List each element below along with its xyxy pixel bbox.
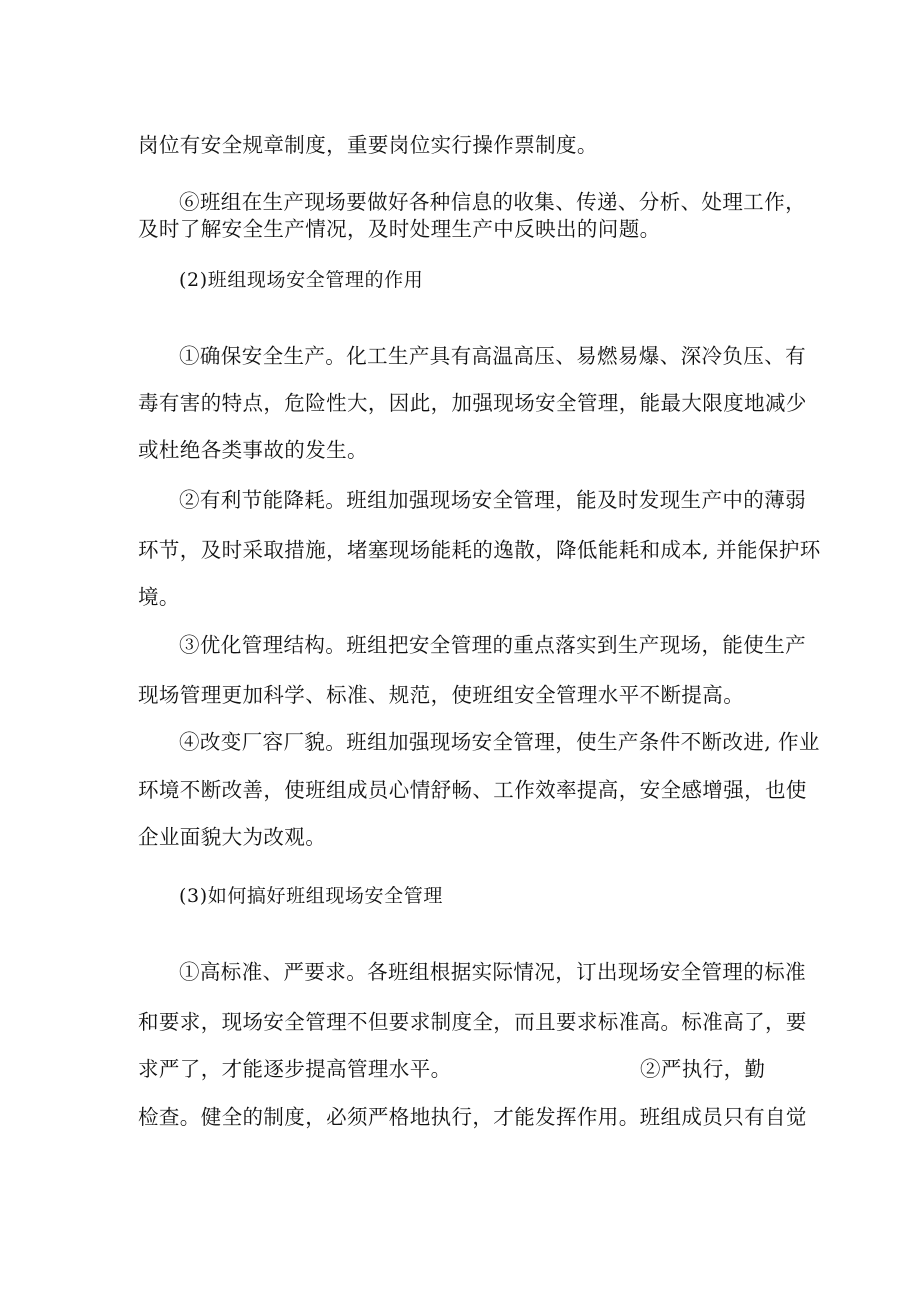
paragraph-line: ③优化管理结构。班组把安全管理的重点落实到生产现场，能使生产 [179, 633, 806, 657]
paragraph-line-text: 求严了，才能逐步提高管理水平。 [138, 1057, 452, 1081]
paragraph-line: 检查。健全的制度，必须严格地执行，才能发挥作用。班组成员只有自觉 [138, 1105, 807, 1129]
paragraph-line: ②有利节能降耗。班组加强现场安全管理，能及时发现生产中的薄弱 [179, 488, 806, 512]
paragraph-line: ④改变厂容厂貌。班组加强现场安全管理，使生产条件不断改进, 作业 [179, 730, 820, 754]
section-heading: (2)班组现场安全管理的作用 [179, 269, 424, 291]
section-heading: (3)如何搞好班组现场安全管理 [179, 885, 443, 907]
paragraph-line: 环节，及时采取措施，堵塞现场能耗的逸散，降低能耗和成本, 并能保护环 [138, 538, 821, 562]
paragraph-line: 环境不断改善，使班组成员心情舒畅、工作效率提高，安全感增强，也使 [138, 778, 807, 802]
paragraph-line: 及时了解安全生产情况，及时处理生产中反映出的问题。 [138, 217, 661, 241]
paragraph-line: 现场管理更加科学、标准、规范，使班组安全管理水平不断提高。 [138, 683, 745, 707]
paragraph-line: 和要求，现场安全管理不但要求制度全，而且要求标准高。标准高了，要 [138, 1010, 807, 1034]
paragraph-line: 毒有害的特点，危险性大，因此，加强现场安全管理，能最大限度地减少 [138, 391, 807, 415]
paragraph-line: ⑥班组在生产现场要做好各种信息的收集、传递、分析、处理工作， [179, 190, 806, 214]
paragraph-line [138, 1055, 452, 1083]
paragraph-line: 企业面貌大为改观。 [138, 825, 327, 849]
paragraph-line: ①高标准、严要求。各班组根据实际情况，订出现场安全管理的标准 [179, 960, 806, 984]
paragraph-line: 境。 [138, 585, 180, 609]
paragraph-line: ①确保安全生产。化工生产具有高温高压、易燃易爆、深冷负压、有 [179, 344, 806, 368]
paragraph-line: 岗位有安全规章制度，重要岗位实行操作票制度。 [138, 133, 598, 157]
paragraph-line: 或杜绝各类事故的发生。 [138, 438, 368, 462]
paragraph-line: ②严执行，勤 [640, 1057, 766, 1081]
